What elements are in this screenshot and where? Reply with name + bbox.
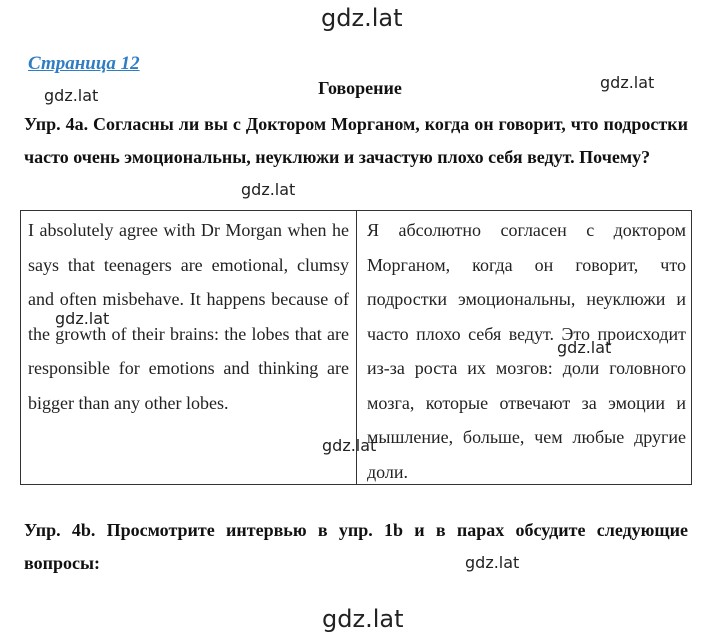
page-link[interactable]: Страница 12 [28, 53, 140, 74]
task-4b-text: Упр. 4b. Просмотрите интервью в упр. 1b и в парах обсудите следующие вопросы: [24, 520, 688, 573]
watermark-header-left: gdz.lat [44, 86, 99, 105]
watermark-table-bottom: gdz.lat [322, 436, 377, 455]
russian-translation-cell: Я абсолютно согласен с доктором Морганом, когда он говорит, что подростки эмоциональны, неуклюжи и часто плохо себя ведут. Это происходит из-за роста их мозгов: доли головного мозга, которые отвечают за эмоции и мышление, больше, чем любые другие доли. [367, 220, 686, 482]
watermark-header-right: gdz.lat [600, 73, 655, 92]
watermark-table-right: gdz.lat [557, 338, 612, 357]
section-title: Говорение [318, 78, 402, 98]
watermark-bottom-right: gdz.lat [465, 553, 520, 572]
watermark-task-line: gdz.lat [241, 180, 296, 199]
watermark-bottom: gdz.lat [322, 605, 404, 633]
task-4a-text: Упр. 4a. Согласны ли вы с Доктором Морганом, когда он говорит, что подростки часто очень эмоциональны, неуклюжи и зачастую плохо себя ведут. Почему? [24, 114, 688, 167]
watermark-table-left: gdz.lat [55, 309, 110, 328]
watermark-top: gdz.lat [321, 4, 403, 32]
english-answer-cell: I absolutely agree with Dr Morgan when he says that teenagers are emotional, clumsy and often misbehave. It happens because of the growth of their brains: the lobes that are responsible for emotions and thinking are bigger than any other lobes. [21, 211, 357, 484]
